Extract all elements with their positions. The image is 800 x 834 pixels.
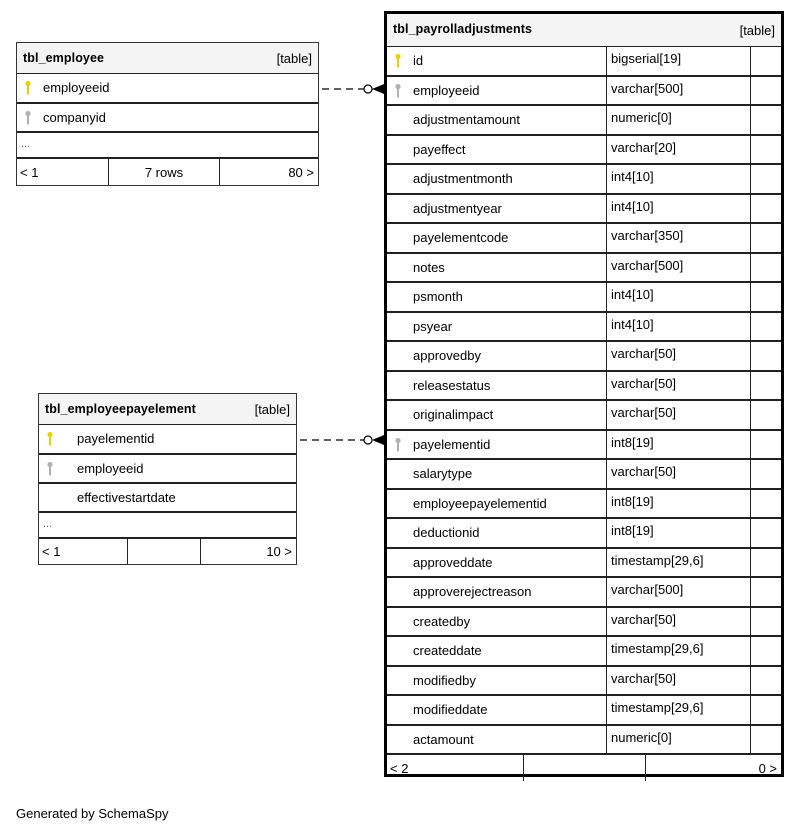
column-row[interactable] [387, 490, 781, 519]
column-row[interactable] [387, 726, 781, 755]
column-name: adjustmentmonth [413, 171, 513, 186]
foreign-key-icon [25, 110, 31, 125]
parents-count: < 1 [20, 164, 39, 180]
column-type: int4[10] [606, 195, 750, 222]
column-name-cell [387, 136, 606, 163]
primary-key-icon [47, 432, 53, 447]
column-name-cell [387, 165, 606, 193]
column-name-cell [387, 667, 606, 694]
column-name: payelementid [77, 431, 155, 446]
column-extra-cell [750, 165, 781, 193]
column-row[interactable] [387, 696, 781, 726]
column-name-cell [387, 401, 606, 429]
column-name-cell [387, 47, 606, 75]
column-row[interactable] [387, 106, 781, 136]
column-extra-cell [750, 637, 781, 665]
column-row[interactable] [39, 455, 296, 484]
column-type: varchar[500] [606, 254, 750, 281]
column-row[interactable] [387, 195, 781, 224]
column-row[interactable] [39, 484, 296, 513]
column-name: effectivestartdate [77, 490, 176, 505]
column-name: companyid [43, 110, 106, 125]
column-type: int4[10] [606, 313, 750, 340]
column-name: adjustmentamount [413, 112, 520, 127]
primary-key-icon [25, 81, 31, 96]
column-row[interactable] [387, 342, 781, 372]
column-extra-cell [750, 47, 781, 75]
table-tbl-employee[interactable] [16, 42, 319, 186]
column-cell [17, 74, 110, 102]
column-name: modifiedby [413, 673, 476, 688]
column-extra-cell [750, 372, 781, 399]
column-extra-cell [750, 283, 781, 311]
foreign-key-icon [395, 83, 401, 98]
column-row[interactable] [387, 460, 781, 490]
column-row[interactable] [387, 136, 781, 165]
column-name-cell [387, 490, 606, 517]
more-columns-ellipsis: ... [17, 133, 318, 159]
column-type: varchar[50] [606, 608, 750, 635]
column-row[interactable] [387, 608, 781, 637]
column-name: releasestatus [413, 378, 491, 393]
column-type: varchar[350] [606, 224, 750, 252]
column-name: deductionid [413, 525, 480, 540]
table-name: tbl_employee [23, 51, 105, 65]
table-header [387, 14, 781, 47]
column-extra-cell [750, 519, 781, 547]
column-name-cell [387, 578, 606, 606]
row-count [127, 539, 201, 564]
column-row[interactable] [387, 667, 781, 696]
column-type: varchar[500] [606, 578, 750, 606]
column-name: employeepayelementid [413, 496, 547, 511]
foreign-key-icon [47, 461, 53, 476]
table-kind: [table] [739, 23, 775, 38]
column-extra-cell [750, 313, 781, 340]
column-row[interactable] [387, 578, 781, 608]
zero-optional-icon [364, 436, 372, 444]
column-name: createddate [413, 643, 482, 658]
column-name: employeeid [413, 83, 480, 98]
parents-count: < 1 [42, 544, 61, 559]
column-row[interactable] [387, 313, 781, 342]
column-name: employeeid [43, 80, 110, 95]
column-type: varchar[50] [606, 667, 750, 694]
zero-optional-icon [364, 85, 372, 93]
column-extra-cell [750, 77, 781, 104]
children-count: 80 > [288, 164, 314, 180]
column-name: approveddate [413, 555, 493, 570]
children-count: 10 > [266, 544, 292, 559]
table-header [39, 394, 296, 425]
column-type: int8[19] [606, 431, 750, 458]
column-name: salarytype [413, 466, 473, 481]
table-name: tbl_employeepayelement [45, 402, 196, 416]
column-extra-cell [750, 342, 781, 370]
column-extra-cell [750, 578, 781, 606]
column-name-cell [387, 195, 606, 222]
column-extra-cell [750, 254, 781, 281]
table-kind: [table] [254, 402, 290, 417]
column-type: timestamp[29,6] [606, 696, 750, 724]
column-type: int4[10] [606, 165, 750, 193]
column-name-cell [387, 77, 606, 104]
column-name-cell [387, 460, 606, 488]
column-name-cell [387, 608, 606, 635]
column-name: approvedby [413, 348, 481, 363]
column-name: employeeid [77, 461, 144, 476]
column-name: actamount [413, 732, 474, 747]
crows-foot-many-icon [372, 435, 384, 445]
column-row[interactable] [387, 519, 781, 549]
column-row[interactable] [387, 254, 781, 283]
column-extra-cell [750, 431, 781, 458]
column-extra-cell [750, 490, 781, 517]
column-row[interactable] [39, 425, 296, 455]
column-type: varchar[500] [606, 77, 750, 104]
table-name: tbl_payrolladjustments [393, 22, 533, 36]
relationship-employee-to-payrolladjustments [318, 80, 386, 98]
column-cell [17, 104, 106, 131]
column-name: adjustmentyear [413, 201, 502, 216]
column-row[interactable] [17, 104, 318, 133]
row-count: 7 rows [108, 159, 220, 185]
column-type: varchar[50] [606, 401, 750, 429]
column-name: originalimpact [413, 407, 494, 422]
column-row[interactable] [387, 549, 781, 578]
column-extra-cell [750, 549, 781, 576]
column-name-cell [387, 254, 606, 281]
table-footer [17, 159, 318, 185]
column-extra-cell [750, 667, 781, 694]
table-footer [39, 539, 296, 564]
primary-key-icon [395, 54, 401, 69]
column-type: numeric[0] [606, 726, 750, 753]
column-name-cell [387, 224, 606, 252]
column-type: int8[19] [606, 490, 750, 517]
table-tbl-payrolladjustments[interactable] [384, 11, 784, 777]
column-name: notes [413, 260, 445, 275]
table-header [17, 43, 318, 74]
column-extra-cell [750, 696, 781, 724]
column-row[interactable] [387, 77, 781, 106]
column-name-cell [387, 372, 606, 399]
column-cell [39, 425, 154, 453]
column-name-cell [387, 106, 606, 134]
column-cell [39, 484, 176, 511]
more-columns-ellipsis: ... [39, 513, 296, 539]
column-name-cell [387, 637, 606, 665]
column-name: id [413, 53, 424, 68]
column-extra-cell [750, 726, 781, 753]
column-name: psyear [413, 319, 453, 334]
column-name: approverejectreason [413, 584, 532, 599]
column-name: payeffect [413, 142, 466, 157]
column-row[interactable] [387, 431, 781, 460]
column-name: payelementid [413, 437, 491, 452]
foreign-key-icon [395, 437, 401, 452]
column-name-cell [387, 342, 606, 370]
column-type: varchar[50] [606, 342, 750, 370]
column-row[interactable] [387, 372, 781, 401]
column-name: modifieddate [413, 702, 488, 717]
column-name: payelementcode [413, 230, 509, 245]
column-name: createdby [413, 614, 471, 629]
column-row[interactable] [17, 74, 318, 104]
column-row[interactable] [387, 283, 781, 313]
column-list [387, 47, 781, 755]
column-extra-cell [750, 460, 781, 488]
table-tbl-employeepayelement[interactable] [38, 393, 297, 565]
column-name-cell [387, 431, 606, 458]
column-name-cell [387, 726, 606, 753]
column-extra-cell [750, 106, 781, 134]
column-extra-cell [750, 195, 781, 222]
children-count: 0 > [758, 760, 777, 776]
table-footer [387, 755, 781, 781]
column-cell [39, 455, 144, 482]
column-type: timestamp[29,6] [606, 549, 750, 576]
column-type: varchar[50] [606, 460, 750, 488]
column-type: int4[10] [606, 283, 750, 311]
column-type: int8[19] [606, 519, 750, 547]
column-type: bigserial[19] [606, 47, 750, 75]
column-name-cell [387, 549, 606, 576]
column-extra-cell [750, 224, 781, 252]
column-extra-cell [750, 608, 781, 635]
relationship-employeepayelement-to-payrolladjustments [296, 431, 386, 449]
table-kind: [table] [276, 51, 312, 66]
parents-count: < 2 [390, 760, 409, 776]
column-name-cell [387, 696, 606, 724]
column-name-cell [387, 519, 606, 547]
column-type: varchar[20] [606, 136, 750, 163]
column-name: psmonth [413, 289, 463, 304]
column-row[interactable] [387, 165, 781, 195]
column-name-cell [387, 283, 606, 311]
column-type: varchar[50] [606, 372, 750, 399]
column-name-cell [387, 313, 606, 340]
generated-by-label: Generated by SchemaSpy [16, 806, 169, 821]
column-row[interactable] [387, 47, 781, 77]
column-extra-cell [750, 136, 781, 163]
column-row[interactable] [387, 637, 781, 667]
column-row[interactable] [387, 224, 781, 254]
column-row[interactable] [387, 401, 781, 431]
row-count [523, 755, 646, 781]
column-type: timestamp[29,6] [606, 637, 750, 665]
column-type: numeric[0] [606, 106, 750, 134]
column-extra-cell [750, 401, 781, 429]
